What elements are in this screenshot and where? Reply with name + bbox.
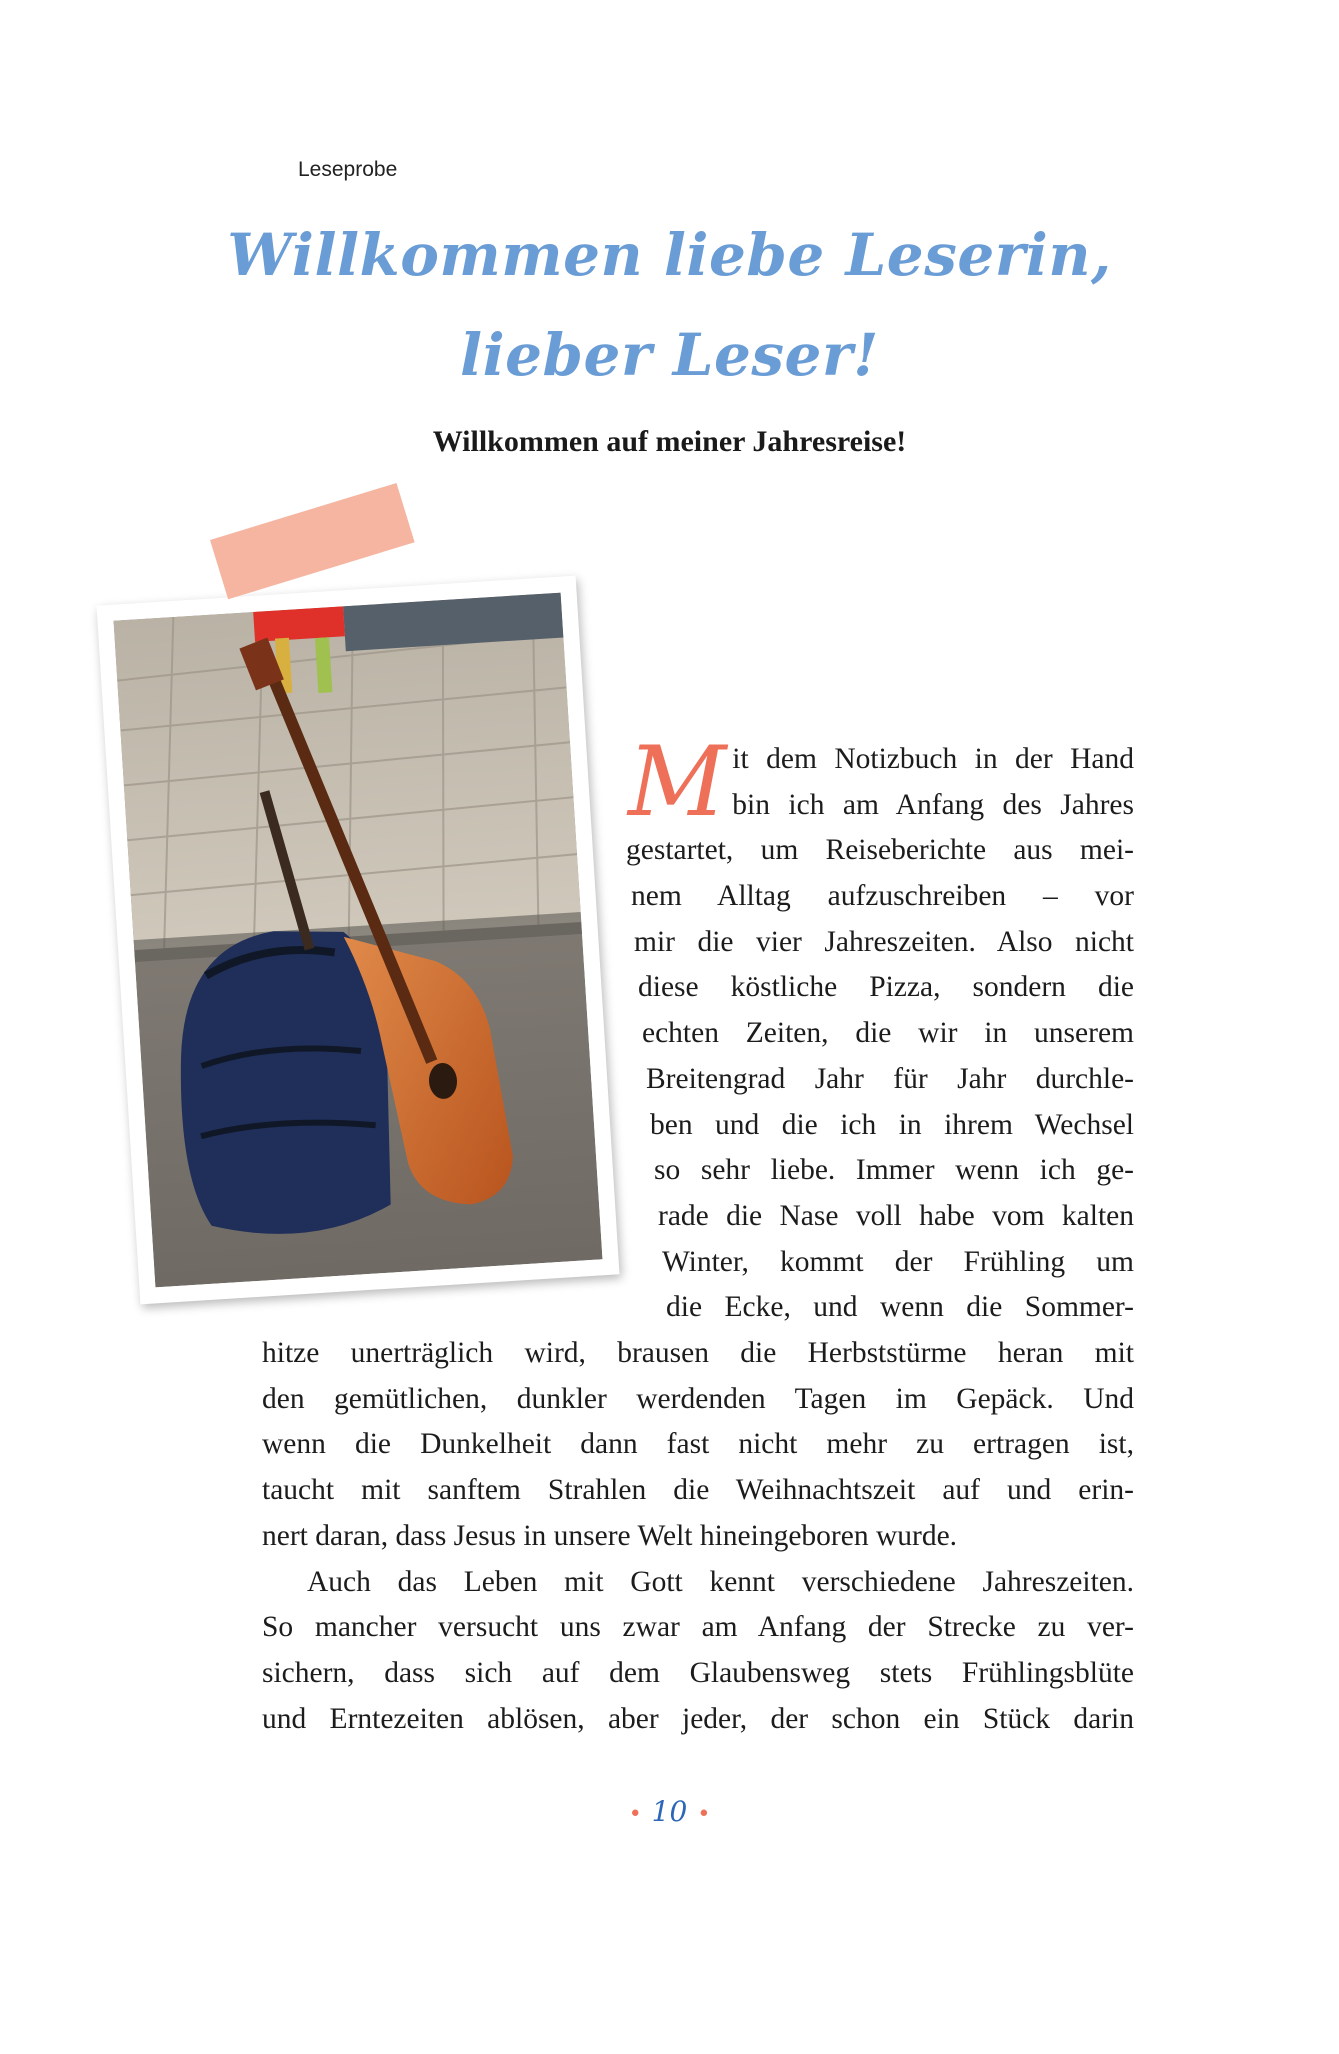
text-line: Winter, kommt der Frühling um [662,1246,1134,1278]
text-line: Breitengrad Jahr für Jahr durchle- [646,1063,1134,1095]
photo-illustration [113,593,602,1288]
page-subtitle: Willkommen auf meiner Jahresreise! [432,425,907,458]
text-line: taucht mit sanftem Strahlen die Weihnachtszeit auf und erin- [262,1474,1134,1507]
text-line: und Erntezeiten ablösen, aber jeder, der schon ein Stück darin [262,1702,1134,1735]
text-line: ben und die ich in ihrem Wechsel [650,1109,1134,1141]
page-number-value: 10 [651,1795,688,1828]
text-line: wenn die Dunkelheit dann fast nicht mehr zu ertragen ist, [262,1428,1134,1461]
full-width-paragraph [262,1331,1134,1742]
text-line: den gemütlichen, dunkler werdenden Tagen im Gepäck. Und [262,1382,1134,1415]
dot-icon: • [628,1802,642,1827]
text-line: hitze unerträglich wird, brausen die Herbststürme heran mit [262,1337,1134,1369]
title-line-2: lieber Leser! [460,321,879,389]
drop-cap: M [628,726,727,838]
wrapped-paragraph [626,726,1134,874]
decorative-tape [210,483,415,599]
text-line: Auch das Leben mit Gott kennt verschiedene Jahreszeiten. [307,1565,1134,1598]
text-line: die Ecke, und wenn die Sommer- [666,1291,1134,1323]
text-line: So mancher versucht uns zwar am Anfang der Strecke zu ver- [262,1611,1134,1644]
text-line: gestartet, um Reiseberichte aus mei- [626,834,1134,867]
page-title [0,205,1339,405]
section-label: Leseprobe [298,158,398,181]
dot-icon: • [697,1802,711,1827]
text-line: so sehr liebe. Immer wenn ich ge- [654,1154,1134,1186]
text-line: echten Zeiten, die wir in unserem [642,1017,1134,1049]
photo-guitar-backpack [96,576,619,1305]
title-line-1: Willkommen liebe Leserin, [227,221,1112,289]
text-line: nem Alltag aufzuschreiben – vor [631,880,1134,912]
text-line: rade die Nase voll habe vom kalten [658,1200,1134,1232]
text-line: nert daran, dass Jesus in unsere Welt hineingeboren wurde. [262,1519,958,1552]
text-line: bin ich am Anfang des Jahres [732,788,1134,821]
text-line: mir die vier Jahreszeiten. Also nicht [634,926,1134,958]
text-line: it dem Notizbuch in der Hand [732,743,1134,775]
page-number [0,1795,1339,1828]
text-line: diese köstliche Pizza, sondern die [638,971,1134,1003]
text-line: sichern, dass sich auf dem Glaubensweg stets Frühlingsblüte [262,1656,1134,1689]
